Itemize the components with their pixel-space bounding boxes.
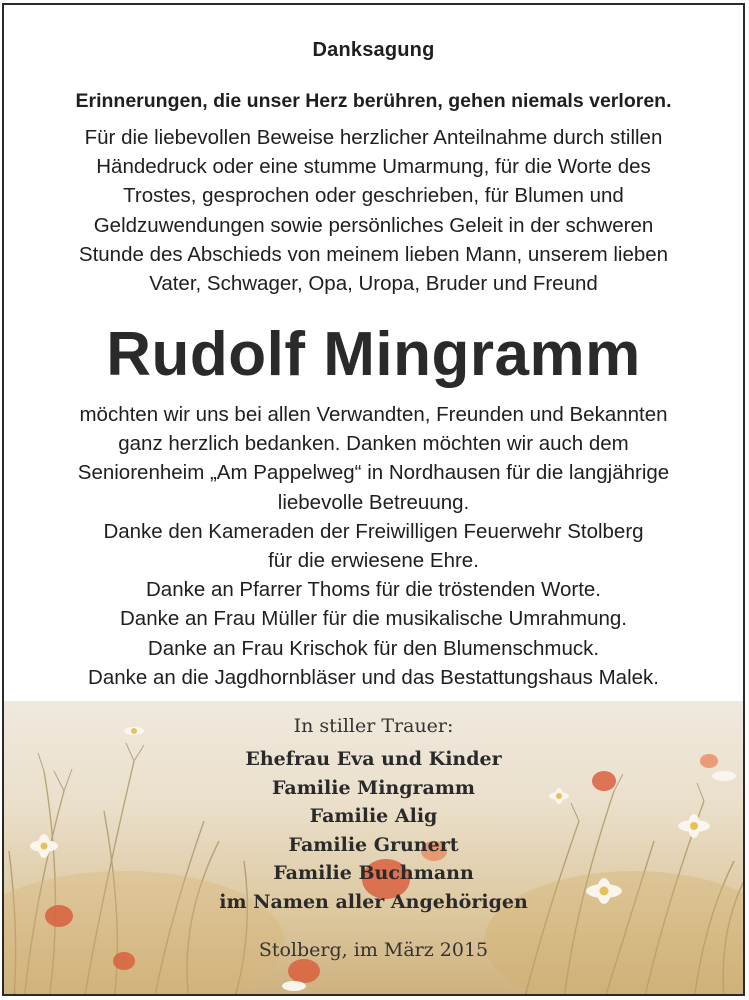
thanks-line: Danke den Kameraden der Freiwilligen Feuerwehr Stolberg [103,519,644,543]
signature-name: Familie Alig [309,805,438,827]
obituary-card [2,3,745,996]
signature-name: Familie Mingramm [271,776,476,799]
signature-intro: In stiller Trauer: [293,715,454,737]
signature-names [4,745,743,916]
thanks-line: Seniorenheim „Am Pappelweg“ in Nordhausen für die langjährige [77,461,670,485]
signature-name: Familie Buchmann [273,862,474,884]
thanks-line: Danke an Pfarrer Thoms für die tröstenden Worte. [145,578,601,602]
signature-name: Ehefrau Eva und Kinder [245,748,502,770]
place-date: Stolberg, im März 2015 [258,939,489,961]
heading: Danksagung [312,39,435,61]
signature-name: Familie Grunert [288,833,459,856]
intro-line: Trostes, gesprochen oder geschrieben, für Blumen und [123,184,624,208]
thanks-paragraph [4,400,743,692]
intro-line: Händedruck oder eine stumme Umarmung, für die Worte des [96,155,651,179]
intro-paragraph [4,123,743,298]
thanks-line: ganz herzlich bedanken. Danken möchten wir auch dem [118,432,629,456]
intro-line: Vater, Schwager, Opa, Uropa, Bruder und Freund [149,272,598,296]
intro-line: Für die liebevollen Beweise herzlicher Anteilnahme durch stillen [84,126,663,149]
text-section [4,5,743,700]
motto: Erinnerungen, die unser Herz berühren, gehen niemals verloren. [75,90,672,112]
intro-line: Geldzuwendungen sowie persönliches Geleit in der schweren [93,213,654,237]
signature-name: im Namen aller Angehörigen [219,890,528,913]
deceased-name: Rudolf Mingramm [106,320,641,389]
thanks-line: möchten wir uns bei allen Verwandten, Freunden und Bekannten [79,403,668,426]
thanks-line: Danke an Frau Müller für die musikalische Umrahmung. [119,607,627,631]
intro-line: Stunde des Abschieds von meinem lieben Mann, unserem lieben [78,242,669,266]
meadow-background-image [4,701,743,996]
thanks-line: Danke an die Jagdhornbläser und das Bestattungshaus Malek. [88,665,659,689]
thanks-line: liebevolle Betreuung. [277,490,470,514]
thanks-line: für die erwiesene Ehre. [268,549,479,573]
thanks-line: Danke an Frau Krischok für den Blumenschmuck. [147,636,600,660]
